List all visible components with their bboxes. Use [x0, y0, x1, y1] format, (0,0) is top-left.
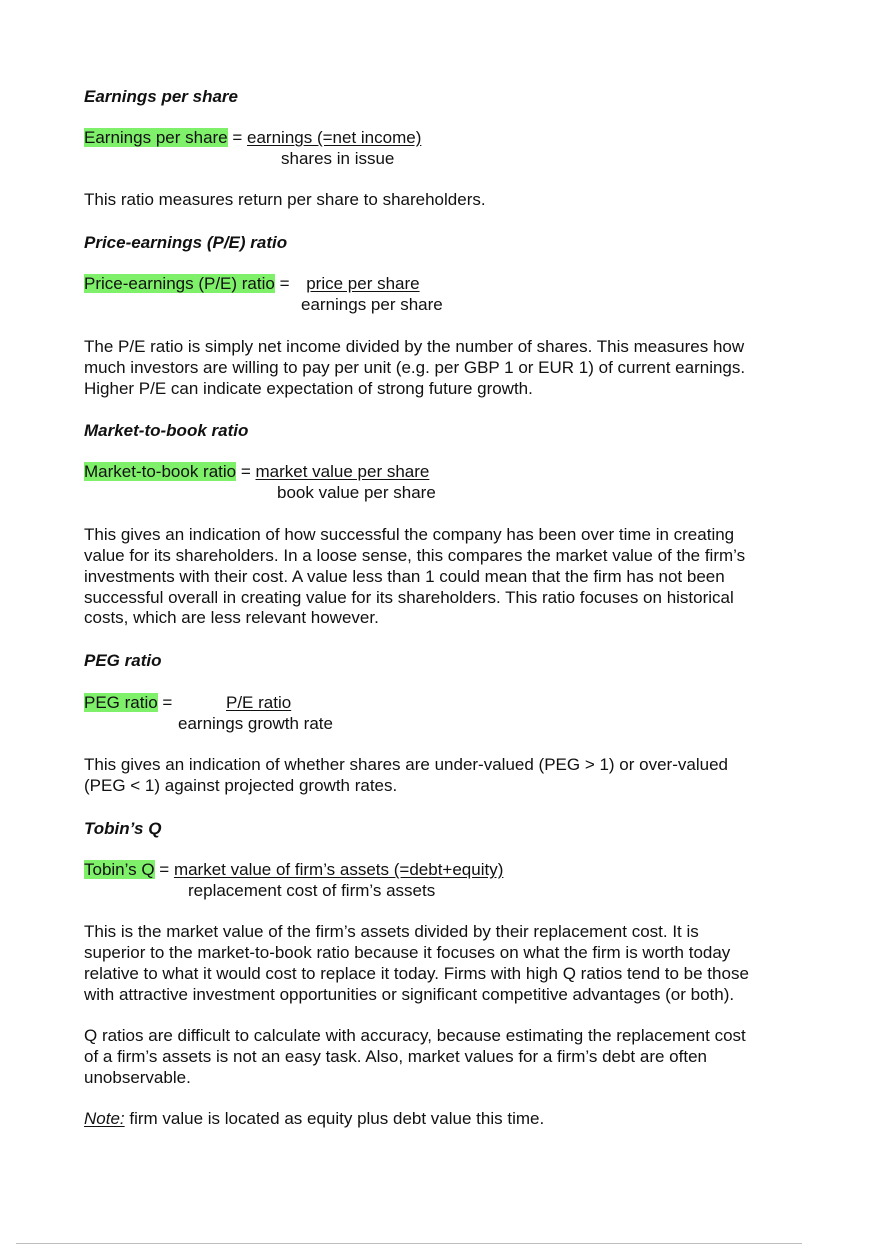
equals-sign: =: [227, 128, 248, 147]
page-footer-divider: [16, 1243, 802, 1244]
formula-name-highlight: Tobin’s Q: [84, 860, 155, 879]
paragraph-line: This ratio measures return per share to shareholders.: [84, 190, 486, 209]
formula-name-highlight: Earnings per share: [84, 128, 228, 147]
paragraph-line: (PEG < 1) against projected growth rates.: [84, 776, 398, 795]
formula-denominator: book value per share: [277, 483, 436, 502]
paragraph-line: Higher P/E can indicate expectation of strong future growth.: [84, 379, 533, 398]
paragraph-line: of a firm’s assets is not an easy task. Also, market values for a firm’s debt are often: [84, 1047, 707, 1066]
paragraph-line: relative to what it would cost to replace it today. Firms with high Q ratios tend to be those: [84, 964, 749, 983]
formula-numerator: market value of firm’s assets (=debt+equity): [173, 860, 504, 879]
formula-numerator: price per share: [306, 274, 420, 293]
formula-numerator: earnings (=net income): [247, 128, 422, 147]
paragraph-line: much investors are willing to pay per unit (e.g. per GBP 1 or EUR 1) of current earnings.: [84, 358, 746, 377]
formula-denominator: earnings growth rate: [178, 714, 333, 733]
paragraph-line: Q ratios are difficult to calculate with accuracy, because estimating the replacement cost: [84, 1026, 746, 1045]
formula-name-highlight: PEG ratio: [84, 693, 158, 712]
paragraph-line: costs, which are less relevant however.: [84, 608, 379, 627]
paragraph-line: successful overall in creating value for its shareholders. This ratio focuses on historical: [84, 588, 734, 607]
paragraph-line: This gives an indication of how successful the company has been over time in creating: [84, 525, 735, 544]
paragraph-line: value for its shareholders. In a loose sense, this compares the market value of the firm’s: [84, 546, 746, 565]
section-heading-peg-ratio: PEG ratio: [84, 651, 162, 670]
section-heading-market-to-book: Market-to-book ratio: [84, 421, 249, 440]
formula-name-highlight: Price-earnings (P/E) ratio: [84, 274, 275, 293]
section-heading-tobins-q: Tobin’s Q: [84, 819, 162, 838]
formula-numerator: market value per share: [255, 462, 430, 481]
note-text: firm value is located as equity plus debt value this time.: [124, 1109, 545, 1128]
formula-peg-ratio: [84, 692, 172, 713]
formula-denominator: replacement cost of firm’s assets: [188, 881, 436, 900]
formula-denominator: shares in issue: [281, 149, 395, 168]
equals-sign: =: [236, 462, 256, 481]
formula-denominator: earnings per share: [301, 295, 443, 314]
paragraph-line: This is the market value of the firm’s assets divided by their replacement cost. It is: [84, 922, 699, 941]
paragraph-line: investments with their cost. A value less than 1 could mean that the firm has not been: [84, 567, 725, 586]
note: [84, 1108, 544, 1129]
section-heading-pe-ratio: Price-earnings (P/E) ratio: [84, 233, 288, 252]
paragraph-line: The P/E ratio is simply net income divided by the number of shares. This measures how: [84, 337, 745, 356]
formula-numerator: P/E ratio: [226, 693, 292, 712]
section-heading-earnings-per-share: Earnings per share: [84, 87, 239, 106]
equals-sign: =: [157, 693, 173, 712]
formula-earnings-per-share: [84, 127, 421, 148]
paragraph-line: with attractive investment opportunities or significant competitive advantages (or both).: [84, 985, 735, 1004]
formula-tobins-q: [84, 859, 503, 880]
paragraph-line: This gives an indication of whether shares are under-valued (PEG > 1) or over-valued: [84, 755, 728, 774]
paragraph-line: superior to the market-to-book ratio because it focuses on what the firm is worth today: [84, 943, 731, 962]
paragraph-line: unobservable.: [84, 1068, 191, 1087]
equals-sign: =: [154, 860, 174, 879]
note-label: Note:: [84, 1109, 125, 1128]
formula-market-to-book: [84, 461, 429, 482]
equals-sign: =: [274, 274, 295, 293]
formula-name-highlight: Market-to-book ratio: [84, 462, 237, 481]
formula-pe-ratio: [84, 273, 420, 294]
